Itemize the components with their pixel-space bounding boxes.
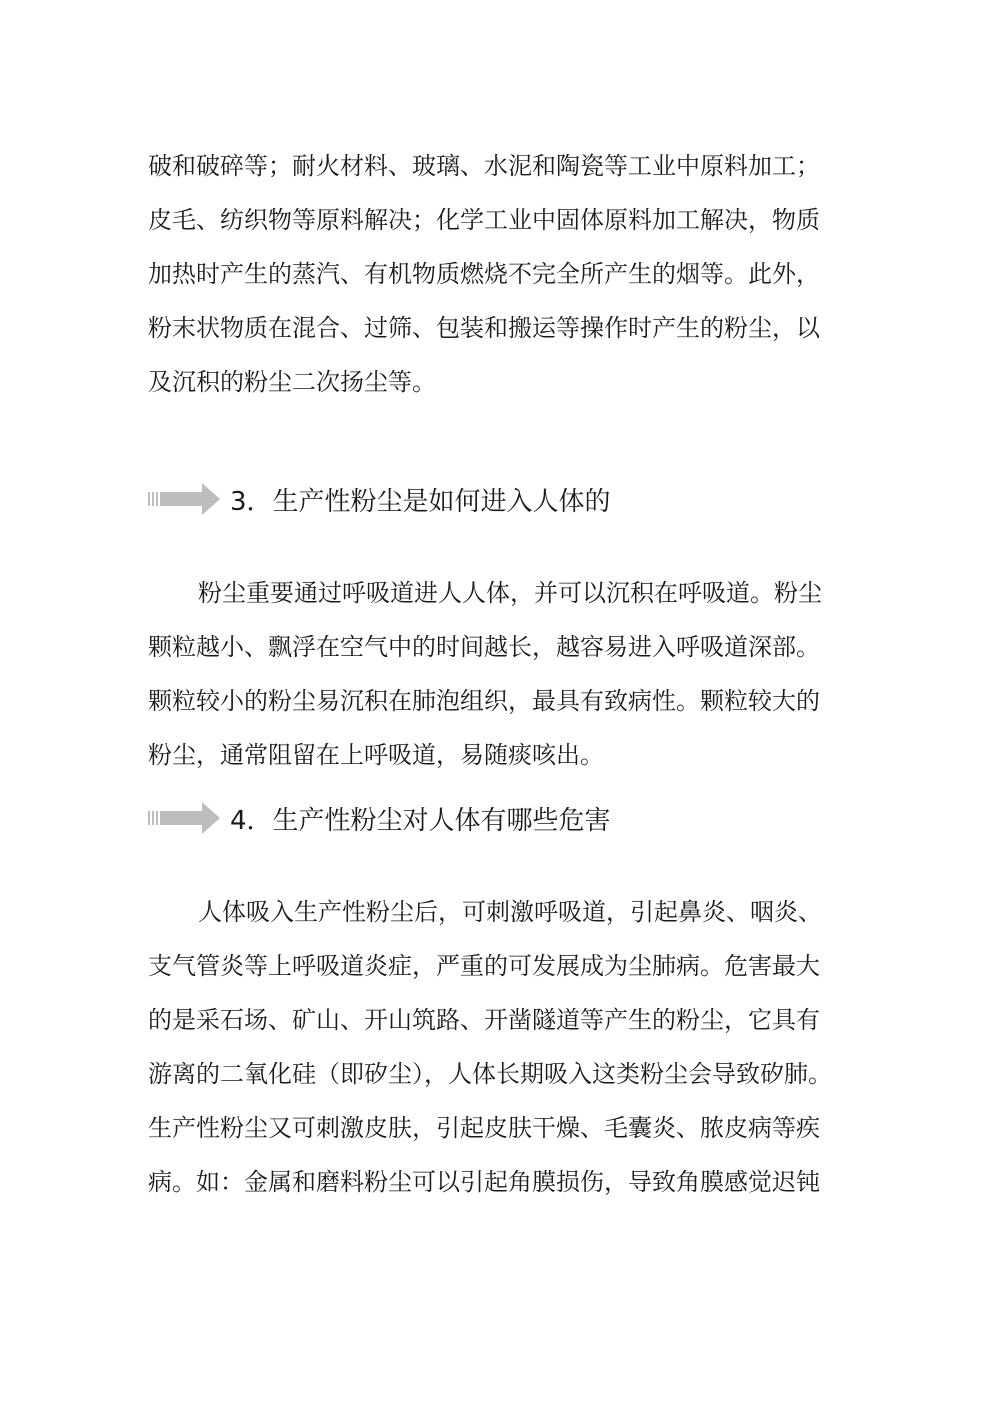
section-3-heading	[148, 479, 611, 519]
arrow-right-icon	[148, 801, 220, 835]
text-line: 皮毛、纺织物等原料解决；化学工业中固体原料加工解决，物质	[148, 206, 820, 234]
text-line: 颗粒越小、飘浮在空气中的时间越长，越容易进入呼吸道深部。	[148, 633, 820, 661]
arrow-right-icon	[148, 482, 220, 516]
text-line: 游离的二氧化硅（即矽尘），人体长期吸入这类粉尘会导致矽肺。	[148, 1060, 832, 1088]
section-4-title: 4．生产性粉尘对人体有哪些危害	[230, 805, 611, 836]
section-4-body	[148, 885, 868, 1209]
text-line: 加热时产生的蒸汽、有机物质燃烧不完全所产生的烟等。此外，	[148, 260, 820, 288]
text-line: 颗粒较小的粉尘易沉积在肺泡组织，最具有致病性。颗粒较大的	[148, 687, 820, 715]
section-3-title: 3．生产性粉尘是如何进入人体的	[230, 486, 611, 517]
paragraph-1	[148, 139, 868, 409]
text-line: 病。如：金属和磨料粉尘可以引起角膜损伤，导致角膜感觉迟钝	[148, 1168, 820, 1196]
text-line: 支气管炎等上呼吸道炎症，严重的可发展成为尘肺病。危害最大	[148, 952, 820, 980]
text-line: 的是采石场、矿山、开山筑路、开凿隧道等产生的粉尘，它具有	[148, 1006, 820, 1034]
section-3-body	[148, 566, 868, 782]
text-line: 粉末状物质在混合、过筛、包装和搬运等操作时产生的粉尘，以	[148, 314, 820, 342]
section-4-heading	[148, 798, 611, 838]
text-line: 生产性粉尘又可刺激皮肤，引起皮肤干燥、毛囊炎、脓皮病等疾	[148, 1114, 820, 1142]
text-line: 人体吸入生产性粉尘后，可刺激呼吸道，引起鼻炎、咽炎、	[198, 898, 822, 926]
text-line: 粉尘重要通过呼吸道进人人体，并可以沉积在呼吸道。粉尘	[198, 579, 822, 607]
text-line: 粉尘，通常阻留在上呼吸道，易随痰咳出。	[148, 741, 604, 769]
text-line: 破和破碎等；耐火材料、玻璃、水泥和陶瓷等工业中原料加工；	[148, 152, 820, 180]
text-line: 及沉积的粉尘二次扬尘等。	[148, 368, 436, 396]
